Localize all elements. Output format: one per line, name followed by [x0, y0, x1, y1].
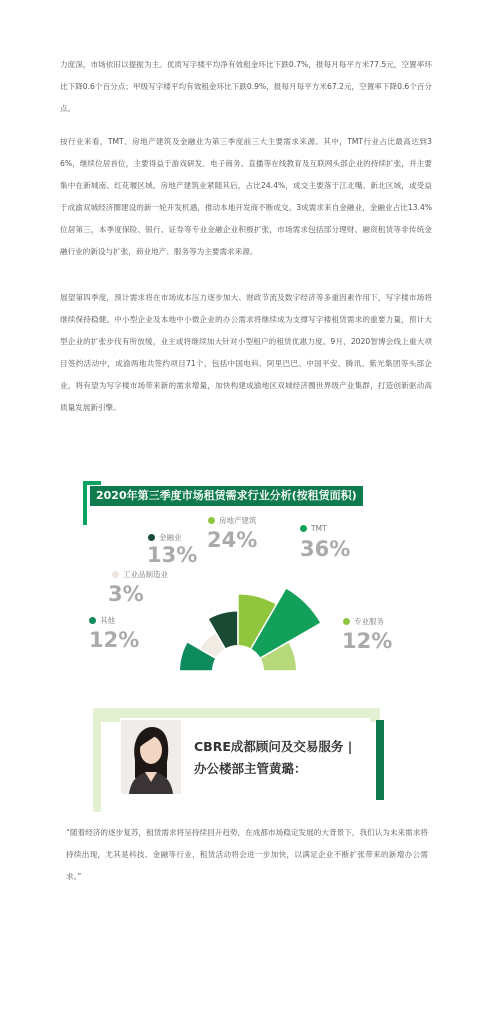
- legend-label-realestate: 房地产建筑: [219, 516, 257, 525]
- card-title-line1: CBRE成都顾问及交易服务 |: [194, 739, 353, 754]
- legend-dot: [300, 525, 307, 532]
- pct-tmt: 36%: [300, 537, 351, 561]
- legend-label-professional: 专业服务: [354, 617, 384, 626]
- legend-dot: [208, 517, 215, 524]
- legend-professional: [343, 617, 384, 627]
- pct-finance: 13%: [147, 543, 198, 567]
- legend-realestate: [208, 516, 257, 526]
- legend-dot: [89, 617, 96, 624]
- legend-finance: [148, 533, 182, 543]
- legend-dot: [148, 534, 155, 541]
- portrait-image: [121, 720, 181, 794]
- quote-paragraph: “随着经济的逐步复苏，租赁需求将呈持续回升趋势，在成都市场稳定发展的大背景下，我们认为未来需求将持续出现，尤其是科技、金融等行业，租赁活动将会进一步加快，以满足企业不断扩张带来的新增办公需求。”: [66, 828, 428, 881]
- pct-manufacturing: 3%: [108, 582, 144, 606]
- chart-title: 2020年第三季度市场租赁需求行业分析(按租赁面积): [90, 486, 363, 506]
- card-left-band: [93, 708, 101, 812]
- card-accent-bar: [376, 720, 384, 800]
- paragraph-outlook: 展望第四季度，预计需求将在市场成本压力逐步加大、财政节流及数字经济等多重因素作用下，写字楼市场将继续保持稳健。中小型企业及本地中小微企业的办公需求将继续成为支撑写字楼租赁需求的重要力量，预计大型企业的扩张步伐有所放缓，业主或将继续加大针对小型租户的租赁优惠力度。9月，2020智博会线上重大项目签约活动中，成渝两地共签约项目71个，包括中国电科、阿里巴巴、中国平安、腾讯、紫光集团等头部企业，将有望为写字楼市场带来新的需求增量，加快构建成渝地区双城经济圈世界级产业集群，打造创新驱动高质量发展新引擎。: [60, 293, 432, 412]
- legend-label-manufacturing: 工业品制造业: [123, 570, 168, 579]
- paragraph-industry-demand: 按行业来看，TMT、房地产建筑及金融业为第三季度前三大主要需求来源。其中，TMT行业占比最高达到36%，继续位居首位，主要得益于游戏研发、电子商务、直播等在线教育及互联网头部企业的持续扩张，并主要集中在新城南、红花堰区域。房地产建筑业紧随其后，占比24.4%，成交主要落于江北嘴、新北区域，或受益于成渝双城经济圈建设的新一轮开发机遇，推动本地开发商不断成交。3成需求来自金融业，金融业占比13.4%位居第三，本季度保险、银行、证券等专业金融企业积极扩张，市场需求包括部分理财、融资租赁等非传统金融行业的新设与扩张，商业地产、服务等为主要需求来源。: [60, 137, 432, 256]
- pct-professional: 12%: [342, 629, 393, 653]
- card-title-line2: 办公楼部主管黄璐：: [194, 761, 307, 776]
- legend-other: [89, 616, 115, 626]
- legend-dot: [343, 618, 350, 625]
- legend-manufacturing: [112, 570, 168, 580]
- legend-label-other: 其他: [100, 616, 115, 625]
- pct-realestate: 24%: [207, 528, 258, 552]
- legend-label-finance: 金融业: [159, 533, 182, 542]
- legend-label-tmt: TMT: [311, 524, 327, 533]
- paragraph-market-rent: 力度深，市场依旧以提振为主。优质写字楼平均净有效租金环比下跌0.7%，报每月每平方米77.5元，空置率环比下降0.6个百分点；甲级写字楼平均有效租金环比下跌0.9%，报每月每平方米67.2元，空置率下降0.6个百分点。: [60, 60, 432, 113]
- pct-other: 12%: [89, 628, 140, 652]
- portrait-photo: [121, 720, 181, 794]
- legend-dot: [112, 571, 119, 578]
- legend-tmt: [300, 524, 327, 534]
